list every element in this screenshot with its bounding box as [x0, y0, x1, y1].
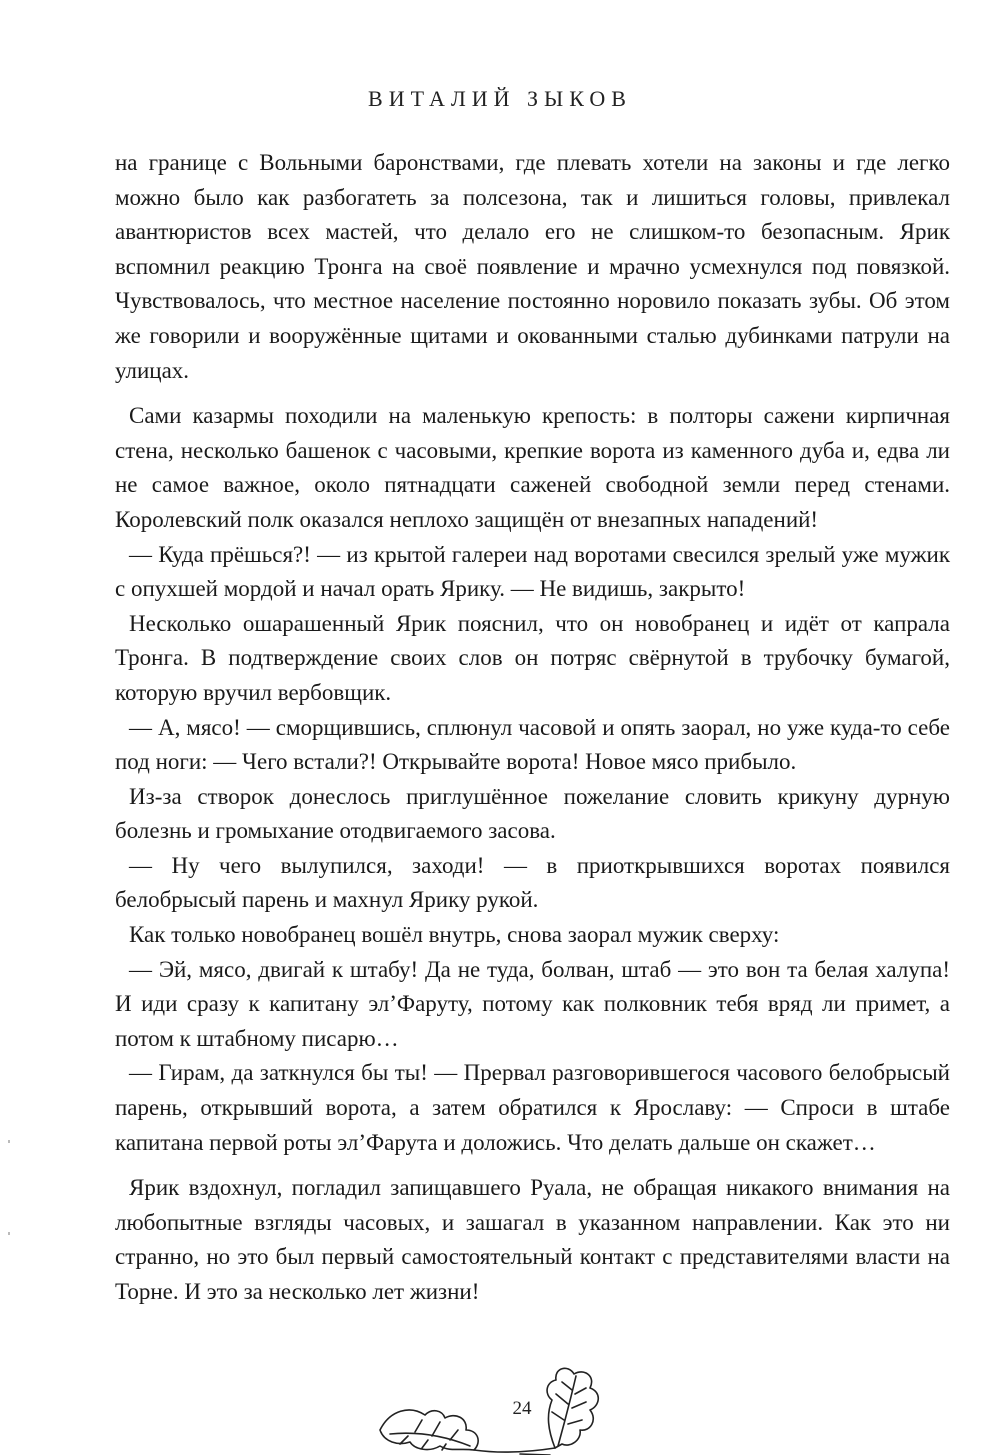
- running-head-author: ВИТАЛИЙ ЗЫКОВ: [368, 86, 632, 111]
- scan-artifact: [8, 1232, 10, 1235]
- body-text: [115, 146, 950, 1310]
- paragraph-2: Сами казармы походили на маленькую крепость: в полторы сажени кирпичная стена, несколько башенок с часовыми, крепкие ворота из каменного дуба и, едва ли не самое важное, около пятнадцати саженей свободной земли перед стенами. Королевский полк оказался неплохо защищён от внезапных нападений!: [115, 403, 950, 532]
- paragraph-10: — Гирам, да заткнулся бы ты! — Прервал разговорившегося часового белобрысый парень, открывший ворота, а затем обратился к Ярославу: — Спроси в штабе капитана первой роты эл’Фарута и доложись. Что делать дальше он скажет…: [115, 1060, 950, 1155]
- paragraph-7: — Ну чего вылупился, заходи! — в приоткрывшихся воротах появился белобрысый парень и махнул Ярику рукой.: [115, 852, 950, 913]
- paragraph-4: Несколько ошарашенный Ярик пояснил, что он новобранец и идёт от капрала Тронга. В подтверждение своих слов он потряс свёрнутой в трубочку бумагой, которую вручил вербовщик.: [115, 610, 950, 705]
- scan-artifact: [8, 1140, 10, 1143]
- page-number: 24: [512, 1398, 532, 1419]
- paragraph-8: Как только новобранец вошёл внутрь, снова заорал мужик сверху:: [129, 922, 780, 948]
- paragraph-6: Из-за створок донеслось приглушённое пожелание словить крикуну дурную болезнь и громыхание отодвигаемого засова.: [115, 783, 950, 844]
- paragraph-3: — Куда прёшься?! — из крытой галереи над воротами свесился зрелый уже мужик с опухшей мордой и начал орать Ярику. — Не видишь, закрыто!: [115, 541, 950, 602]
- paragraph-11: Ярик вздохнул, погладил запищавшего Руала, не обращая никакого внимания на любопытные взгляды часовых, и зашагал в указанном направлении. Как это ни странно, но это был первый самостоятельный контакт с представителями власти на Торне. И это за несколько лет жизни!: [115, 1175, 950, 1304]
- paragraph-5: — А, мясо! — сморщившись, сплюнул часовой и опять заорал, но уже куда-то себе под ноги: — Чего встали?! Открывайте ворота! Новое мясо прибыло.: [115, 714, 950, 775]
- paragraph-1: на границе с Вольными баронствами, где плевать хотели на законы и где легко можно было как разбогатеть за полсезона, так и лишиться головы, привлекал авантюристов всех мастей, что делало его не слишком-то безопасным. Ярик вспомнил реакцию Тронга на своё появление и мрачно усмехнулся под повязкой. Чувствовалось, что местное население постоянно норовило показать зубы. Об этом же говорили и вооружённые щитами и окованными сталью дубинками патрули на улицах.: [115, 150, 950, 383]
- oak-leaf-ornament-icon: [370, 1360, 610, 1455]
- paragraph-9: — Эй, мясо, двигай к штабу! Да не туда, болван, штаб — это вон та белая халупа! И иди сразу к капитану эл’Фаруту, потому как полковник тебя вряд ли примет, а потом к штабному писарю…: [115, 956, 950, 1051]
